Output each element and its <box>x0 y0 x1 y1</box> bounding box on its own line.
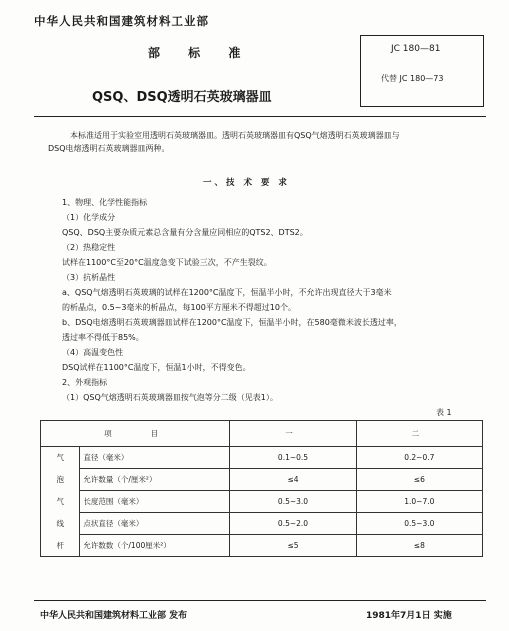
table-header-row <box>41 421 483 447</box>
bubble-grade-table <box>40 420 483 557</box>
body-line: 的析晶点，0.5~3毫米的析晶点，每100平方厘米不得超过10个。 <box>62 303 296 312</box>
page-title: QSQ、DSQ透明石英玻璃器皿 <box>92 90 272 105</box>
table-cell-grade-1: 0.5~2.0 <box>230 513 356 535</box>
table-cell-grade-1: ≤4 <box>230 469 356 491</box>
table-header-grade-1: 一 <box>230 421 356 447</box>
table-header-grade-2: 二 <box>356 421 482 447</box>
table-row <box>41 535 483 557</box>
table-cell-grade-1: 0.1~0.5 <box>230 447 356 469</box>
standard-code: JC 180—81 <box>391 44 441 54</box>
replaces-code: 代替 JC 180—73 <box>381 74 444 83</box>
body-line: （1）QSQ气熔透明石英玻璃器皿按气泡等分二级（见表1）。 <box>62 393 278 402</box>
body-line: （2）热稳定性 <box>62 243 116 252</box>
footer-effective-date: 1981年7月1日 实施 <box>366 611 452 621</box>
table-cell-grade-2: 1.0~7.0 <box>356 491 482 513</box>
section-title: 一、技 术 要 求 <box>203 178 290 188</box>
category-char: 杆 <box>41 535 80 557</box>
table-row <box>41 513 483 535</box>
category-char: 泡 <box>41 469 80 491</box>
table-label: 表 1 <box>436 408 452 417</box>
category-char: 线 <box>41 513 80 535</box>
intro-line-1: 本标准适用于实验室用透明石英玻璃器皿。透明石英玻璃器皿有QSQ气熔透明石英玻璃器皿与 <box>70 131 400 140</box>
table-cell-grade-2: ≤6 <box>356 469 482 491</box>
table-cell-grade-1: ≤5 <box>230 535 356 557</box>
table-cell-item: 点状直径（毫米） <box>80 513 230 535</box>
body-line: DSQ试样在1100°C温度下，恒温1小时，不得变色。 <box>62 363 251 372</box>
category-char: 气 <box>41 447 80 469</box>
body-line: 1、物理、化学性能指标 <box>62 198 148 207</box>
table-cell-grade-1: 0.5~3.0 <box>230 491 356 513</box>
table-row <box>41 447 483 469</box>
table-cell-grade-2: ≤8 <box>356 535 482 557</box>
table-cell-item: 长度范围（毫米） <box>80 491 230 513</box>
body-line: QSQ、DSQ主要杂质元素总含量有分含量应同相应的QTS2、DTS2。 <box>62 228 308 237</box>
table-cell-grade-2: 0.5~3.0 <box>356 513 482 535</box>
table-cell-item: 直径（毫米） <box>80 447 230 469</box>
body-line: b、DSQ电熔透明石英玻璃器皿试样在1200°C温度下，恒温半小时，在580毫微米波长透过率， <box>62 318 402 327</box>
body-line: a、QSQ气熔透明石英玻璃的试样在1200°C温度下，恒温半小时，不允许出现直径大于3毫米 <box>62 288 392 297</box>
table-cell-item: 允许数数（个/100厘米²） <box>80 535 230 557</box>
table-cell-grade-2: 0.2~0.7 <box>356 447 482 469</box>
standard-type: 部 标 准 <box>148 46 253 60</box>
footer-rule <box>34 600 486 601</box>
body-line: （1）化学成分 <box>62 213 116 222</box>
intro-line-2: DSQ电熔透明石英玻璃器皿两种。 <box>48 144 170 153</box>
footer-issuer: 中华人民共和国建筑材料工业部 发布 <box>40 611 188 621</box>
category-char: 气 <box>41 491 80 513</box>
header-rule <box>34 116 486 117</box>
body-line: 试样在1100°C至20°C温度急变下试验三次，不产生裂纹。 <box>62 258 272 267</box>
table-row <box>41 491 483 513</box>
table-row <box>41 469 483 491</box>
body-line: （3）抗析晶性 <box>62 273 116 282</box>
issuing-organization: 中华人民共和国建筑材料工业部 <box>34 14 209 28</box>
table-header-item: 项 目 <box>41 421 230 447</box>
body-line: （4）高温变色性 <box>62 348 124 357</box>
body-line: 透过率不得低于85%。 <box>62 333 144 342</box>
standard-code-box <box>360 35 484 107</box>
body-line: 2、外观指标 <box>62 378 108 387</box>
table-cell-item: 允许数量（个/厘米²） <box>80 469 230 491</box>
